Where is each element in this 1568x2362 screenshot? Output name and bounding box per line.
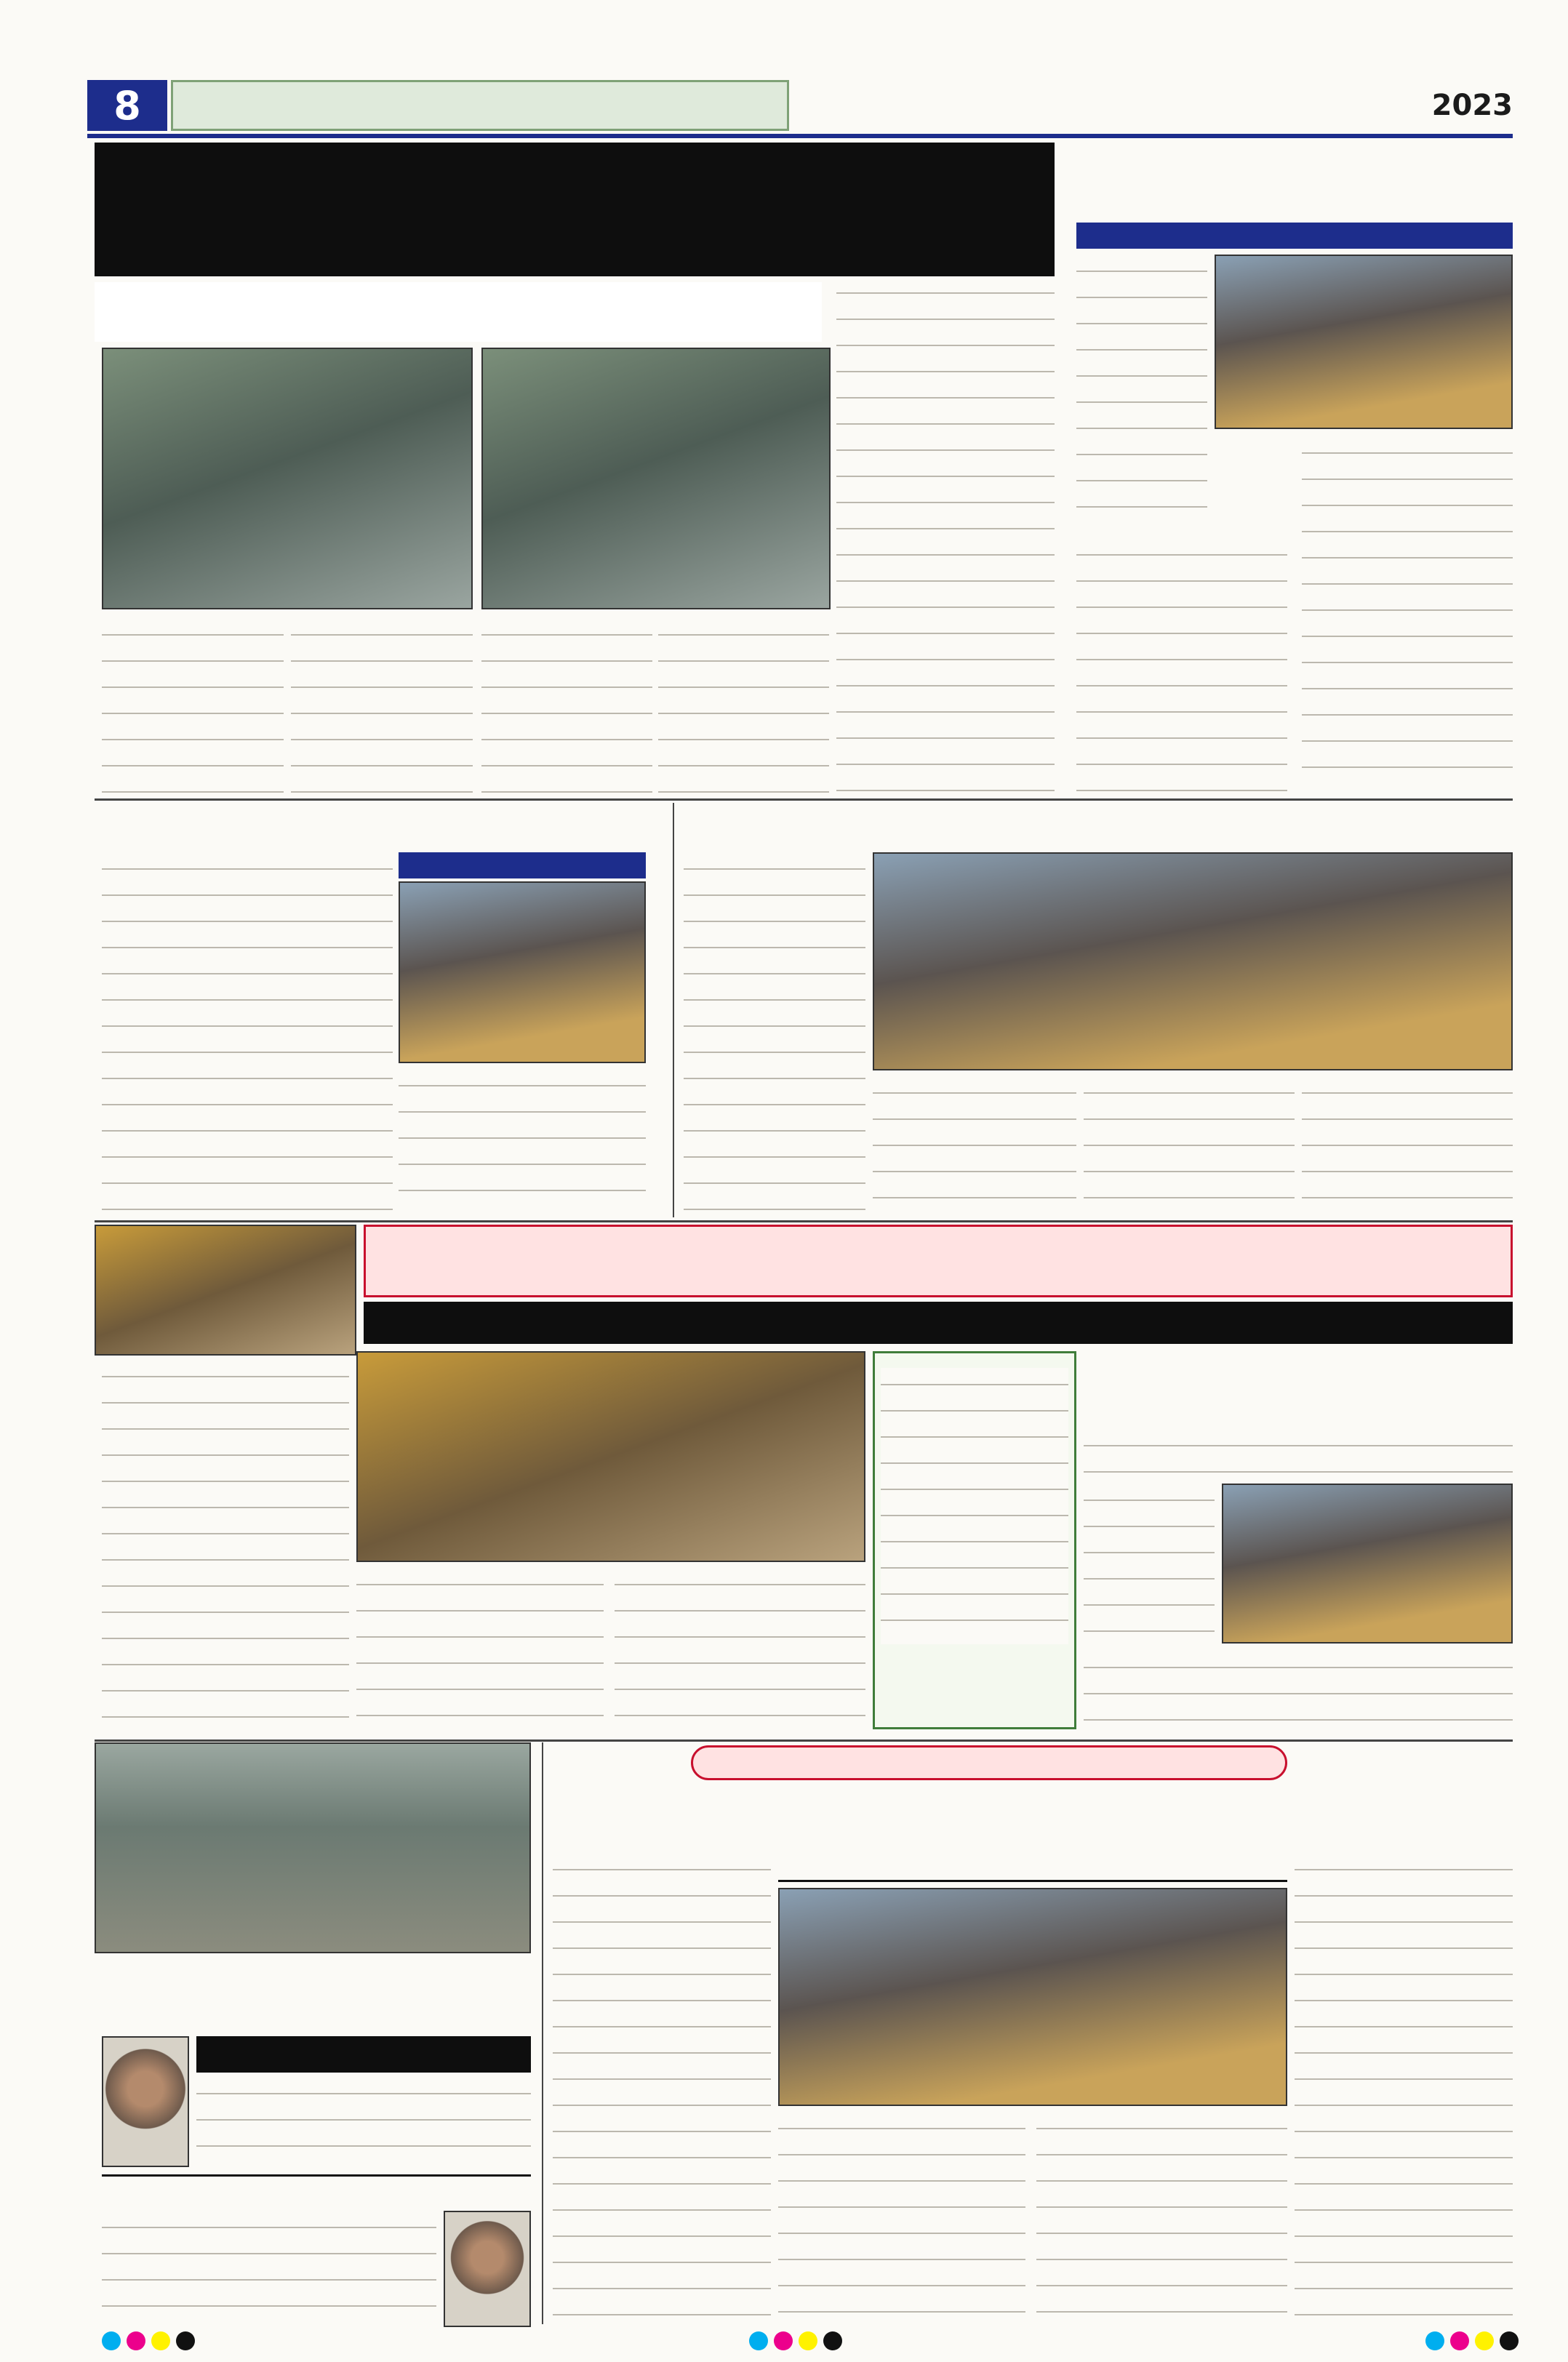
row-divider-2 — [95, 1220, 1513, 1222]
bottom-body-col3 — [1036, 2112, 1287, 2318]
lead-body-col2 — [291, 618, 473, 793]
lead-bullets — [95, 282, 822, 342]
kodagu-headline — [95, 803, 662, 848]
kodagu-body-col2 — [399, 1069, 646, 1214]
yellow-dot — [799, 2331, 817, 2350]
lead-photo-autorickshaw — [102, 348, 473, 609]
sidebar-photo-officials — [1215, 255, 1513, 429]
row-divider-3 — [95, 1740, 1513, 1742]
sidebar-body-b — [1302, 436, 1513, 793]
cpim-body-col3 — [1084, 1076, 1295, 1214]
masthead-logo — [938, 77, 1127, 131]
lead-photo-fallen-poles — [481, 348, 831, 609]
sidebar-headline — [1069, 143, 1513, 223]
section-tag — [171, 80, 789, 131]
cpim-photo-protest — [873, 852, 1513, 1070]
magenta-dot — [127, 2331, 145, 2350]
lead-body-col4 — [658, 618, 829, 793]
turmeric-side-headline — [1084, 1351, 1513, 1424]
cpim-body-col1 — [684, 852, 865, 1216]
header-rule — [87, 134, 1513, 138]
cpim-body-col4 — [1302, 1076, 1513, 1214]
cpim-body-col2 — [873, 1076, 1076, 1214]
cyan-dot — [102, 2331, 121, 2350]
sidebar-byline — [1076, 223, 1513, 249]
cmyk-marks-center — [749, 2331, 842, 2350]
obituary-1-name — [196, 2036, 531, 2073]
cmyk-marks-left — [102, 2331, 195, 2350]
bottom-body-col2 — [778, 2112, 1025, 2318]
sidebar-body-left — [1076, 255, 1207, 531]
lead-headline — [95, 143, 1055, 276]
turmeric-subhead — [364, 1302, 1513, 1344]
lead-body-col5 — [836, 276, 1055, 793]
magenta-dot — [1450, 2331, 1469, 2350]
turmeric-photo-officers — [1222, 1484, 1513, 1644]
cyan-dot — [1425, 2331, 1444, 2350]
kodagu-photo-press-meet — [399, 881, 646, 1063]
turmeric-body-col3 — [615, 1568, 865, 1735]
lead-body-col3 — [481, 618, 652, 793]
turmeric-body-col1 — [102, 1360, 349, 1724]
yellow-dot — [151, 2331, 170, 2350]
bottom-subhead — [778, 1853, 1287, 1882]
issue-date: 2023 — [1431, 89, 1513, 122]
turmeric-side-body-a — [1084, 1429, 1513, 1480]
flood-photo-street — [95, 1742, 531, 1953]
kodagu-photo-caption — [399, 852, 646, 878]
turmeric-boxed-story — [873, 1351, 1076, 1729]
cyan-dot — [749, 2331, 768, 2350]
black-dot — [176, 2331, 195, 2350]
turmeric-photo-produce — [95, 1225, 356, 1356]
turmeric-banner — [364, 1225, 1513, 1297]
black-dot — [1500, 2331, 1519, 2350]
row-divider-1 — [95, 798, 1513, 801]
sidebar-body-a — [1076, 538, 1287, 793]
turmeric-photo-sitin — [356, 1351, 865, 1562]
obituary-2-photo — [444, 2211, 531, 2327]
turmeric-side-body-c — [1084, 1651, 1513, 1731]
obituary-2-name — [102, 2174, 531, 2208]
bottom-body-col1 — [553, 1853, 771, 2318]
cpim-headline — [684, 803, 1513, 848]
turmeric-body-col2 — [356, 1568, 604, 1735]
col-divider-kodagu — [673, 803, 674, 1217]
lead-body-col1 — [102, 618, 284, 793]
bottom-body-col4 — [1295, 1853, 1513, 2318]
cmyk-marks-right — [1425, 2331, 1519, 2350]
bottom-photo-villagers — [778, 1888, 1287, 2106]
yellow-dot — [1475, 2331, 1494, 2350]
obituary-1-body — [196, 2077, 531, 2164]
page-number: 8 — [87, 80, 167, 131]
kodagu-body-col1 — [102, 852, 393, 1216]
turmeric-side-body-b — [1084, 1484, 1215, 1644]
flood-photo-caption — [95, 1956, 531, 2029]
bottom-headline — [553, 1785, 1513, 1849]
magenta-dot — [774, 2331, 793, 2350]
obituary-1-photo — [102, 2036, 189, 2167]
turmeric-boxed-body — [881, 1368, 1068, 1644]
black-dot — [823, 2331, 842, 2350]
obituary-2-body — [102, 2211, 436, 2320]
bottom-kicker — [691, 1745, 1287, 1780]
col-divider-bottom — [542, 1742, 543, 2324]
